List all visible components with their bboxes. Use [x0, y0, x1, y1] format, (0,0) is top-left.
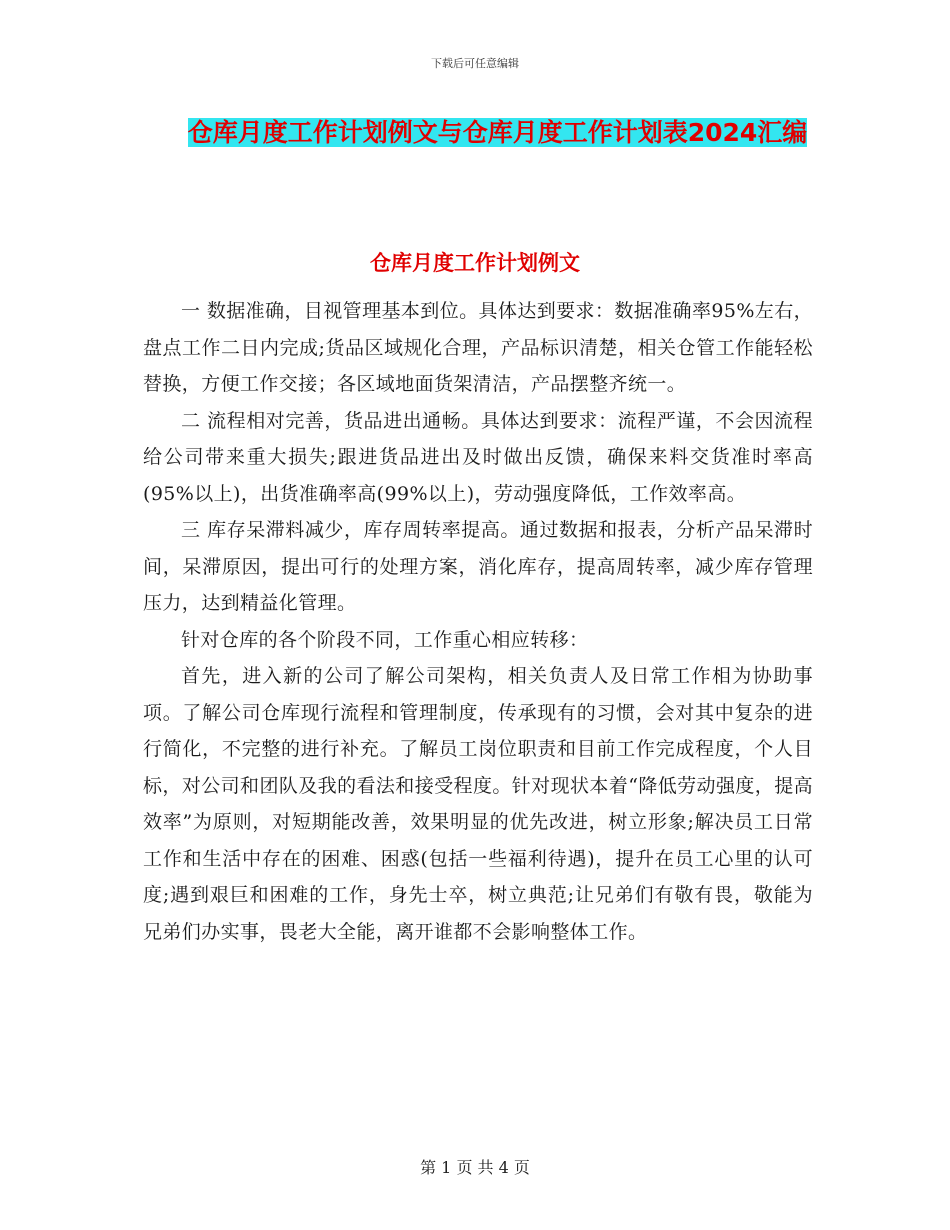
paragraph-4: 针对仓库的各个阶段不同，工作重心相应转移：	[181, 628, 589, 651]
page-footer: 第 1 页 共 4 页	[420, 1158, 530, 1177]
document-body	[143, 293, 813, 950]
paragraph-3: 三 库存呆滞料减少，库存周转率提高。通过数据和报表，分析产品呆滞时间，呆滞原因，提出可行的处理方案，消化库存，提高周转率，减少库存管理压力，达到精益化管理。	[143, 519, 813, 614]
paragraph-5: 首先，进入新的公司了解公司架构，相关负责人及日常工作相为协助事项。了解公司仓库现行流程和管理制度，传承现有的习惯，会对其中复杂的进行简化，不完整的进行补充。了解员工岗位职责和目前工作完成程度，个人目标，对公司和团队及我的看法和接受程度。针对现状本着“降低劳动强度，提高效率”为原则，对短期能改善，效果明显的优先改进，树立形象;解决员工日常工作和生活中存在的困难、困惑(包括一些福利待遇)，提升在员工心里的认可度;遇到艰巨和困难的工作，身先士卒，树立典范;让兄弟们有敬有畏，敬能为兄弟们办实事，畏老大全能，离开谁都不会影响整体工作。	[143, 665, 813, 943]
document-title	[185, 110, 810, 156]
paragraph-2: 二 流程相对完善，货品进出通畅。具体达到要求：流程严谨，不会因流程给公司带来重大损失;跟进货品进出及时做出反馈，确保来料交货准时率高(95%以上)，出货准确率高(99%以上)，劳动强度降低，工作效率高。	[143, 409, 813, 505]
document-title-text: 仓库月度工作计划例文与仓库月度工作计划表2024汇编	[187, 118, 808, 147]
paragraph-1: 一 数据准确，目视管理基本到位。具体达到要求：数据准确率95%左右，盘点工作二日内完成;货品区域规化合理，产品标识清楚，相关仓管工作能轻松替换，方便工作交接；各区域地面货架清洁，产品摆整齐统一。	[143, 300, 813, 395]
section-heading: 仓库月度工作计划例文	[370, 251, 580, 275]
header-note: 下载后可任意编辑	[431, 57, 519, 70]
